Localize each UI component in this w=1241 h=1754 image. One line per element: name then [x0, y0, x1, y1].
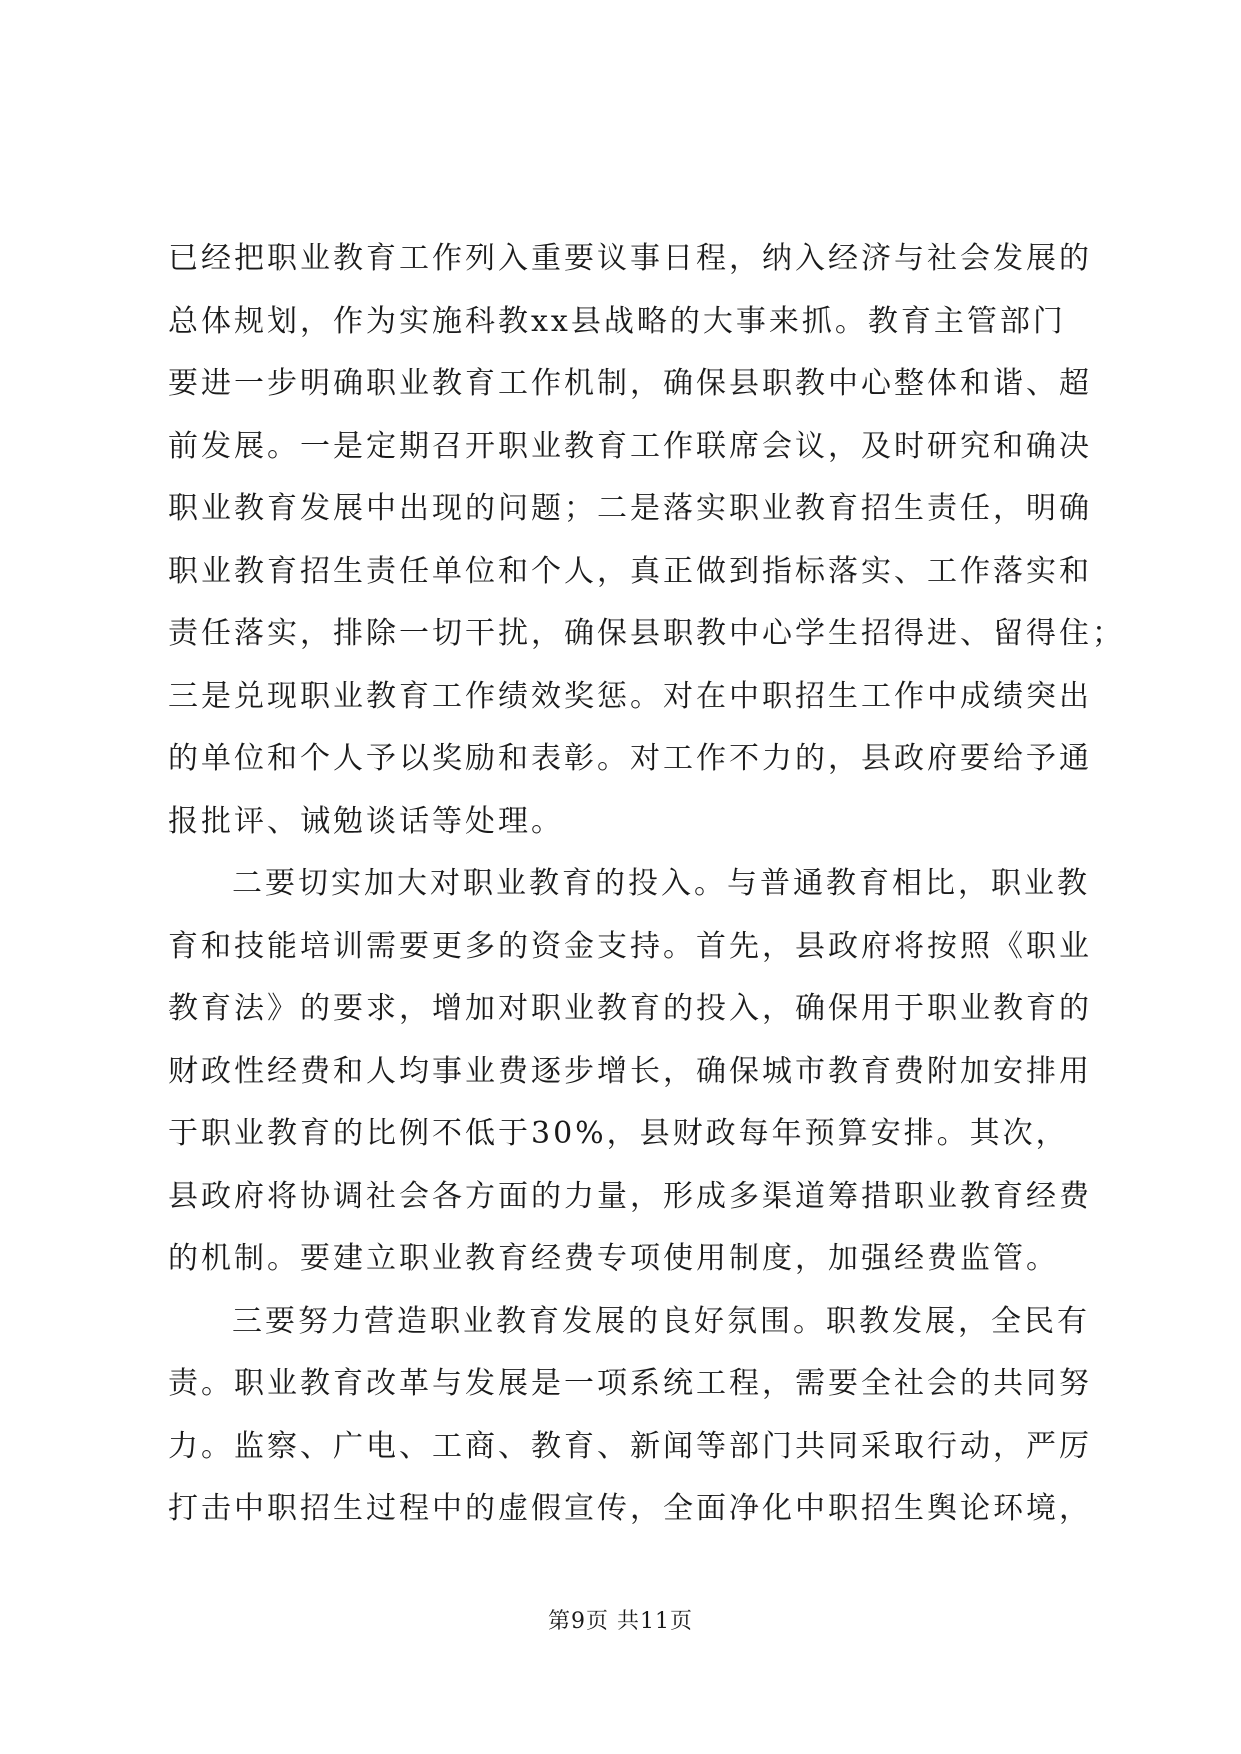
text-line: 二要切实加大对职业教育的投入。与普通教育相比，职业教 [232, 866, 1090, 901]
text-line: 教育法》的要求，增加对职业教育的投入，确保用于职业教育的 [168, 991, 1092, 1026]
text-line: 责任落实，排除一切干扰，确保县职教中心学生招得进、留得住； [168, 616, 1125, 651]
text-line: 力。监察、广电、工商、教育、新闻等部门共同采取行动，严厉 [168, 1428, 1092, 1464]
text-line: 三是兑现职业教育工作绩效奖惩。对在中职招生工作中成绩突出 [168, 678, 1092, 714]
text-line: 财政性经费和人均事业费逐步增长，确保城市教育费附加安排用 [168, 1053, 1092, 1089]
document-body [168, 228, 1125, 1541]
text-line: 县政府将协调社会各方面的力量，形成多渠道筹措职业教育经费 [168, 1178, 1092, 1214]
paragraph-3 [168, 1291, 1092, 1541]
page-number-footer: 第9页 共11页 [548, 1609, 693, 1634]
text-line: 总体规划，作为实施科教xx县战略的大事来抓。教育主管部门 [168, 303, 1066, 339]
text-line: 打击中职招生过程中的虚假宣传，全面净化中职招生舆论环境， [168, 1491, 1092, 1526]
text-line: 的机制。要建立职业教育经费专项使用制度，加强经费监管。 [168, 1241, 1059, 1276]
text-line: 前发展。一是定期召开职业教育工作联席会议，及时研究和确决 [168, 428, 1092, 464]
paragraph-2 [168, 853, 1092, 1291]
text-line: 要进一步明确职业教育工作机制，确保县职教中心整体和谐、超 [168, 366, 1092, 401]
text-line: 职业教育招生责任单位和个人，真正做到指标落实、工作落实和 [168, 553, 1092, 589]
text-line: 已经把职业教育工作列入重要议事日程，纳入经济与社会发展的 [168, 241, 1092, 276]
text-line: 于职业教育的比例不低于30%，县财政每年预算安排。其次， [168, 1116, 1069, 1151]
text-line: 报批评、诫勉谈话等处理。 [168, 803, 564, 839]
paragraph-1 [168, 228, 1125, 853]
text-line: 的单位和个人予以奖励和表彰。对工作不力的，县政府要给予通 [168, 741, 1092, 776]
text-line: 育和技能培训需要更多的资金支持。首先，县政府将按照《职业 [168, 928, 1092, 964]
text-line: 三要努力营造职业教育发展的良好氛围。职教发展，全民有 [232, 1303, 1090, 1339]
text-line: 职业教育发展中出现的问题；二是落实职业教育招生责任，明确 [168, 491, 1092, 526]
text-line: 责。职业教育改革与发展是一项系统工程，需要全社会的共同努 [168, 1366, 1092, 1401]
